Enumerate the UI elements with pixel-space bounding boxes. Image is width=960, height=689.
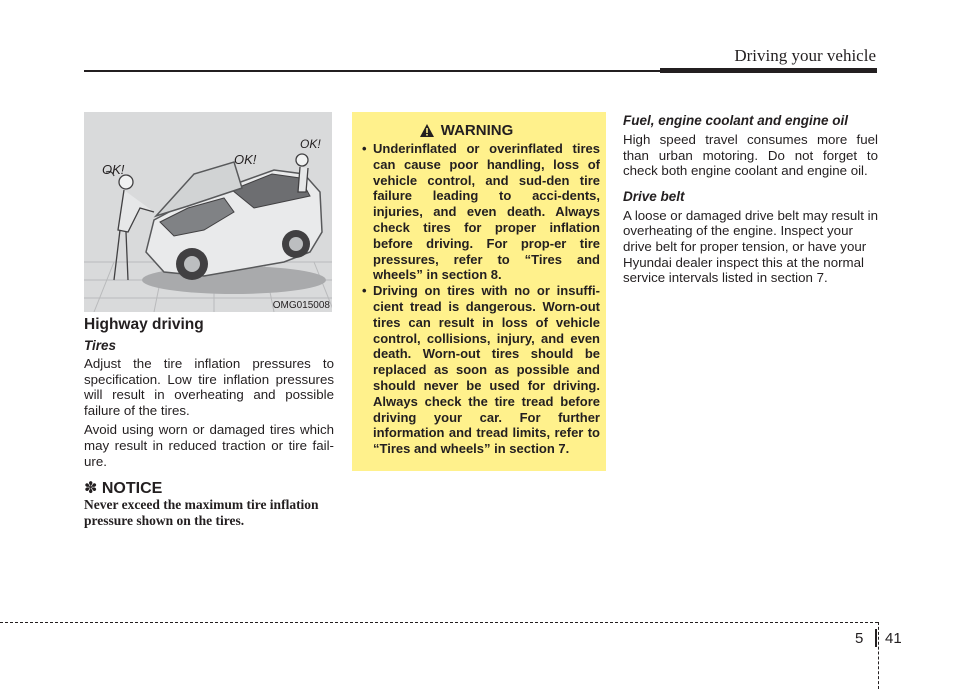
header-rule-accent — [660, 68, 877, 73]
highway-section — [84, 316, 334, 469]
tires-paragraph-2: Avoid using worn or damaged tires which may result in reduced traction or tire fail-ure. — [84, 422, 334, 469]
highway-heading: Highway driving — [84, 316, 204, 333]
warning-item-2 — [362, 283, 600, 457]
page-number: 41 — [885, 630, 902, 647]
warning-item-text: Driving on tires with no or insuffi-cient tread is dangerous. Worn-out tires can result in loss of vehicle control, collisions, injury, and even death. Worn-out tires should be replaced as soon as possible and should never be used for driving. Always check the tire tread before driving your car. For further information and tread limits, refer to “Tires and wheels” in section 7. — [373, 283, 600, 457]
warning-heading: WARNING — [440, 122, 514, 139]
car-illustration — [84, 112, 332, 312]
fuel-text: High speed travel consumes more fuel than urban motoring. Do not forget to check both engine coolant and engine oil. — [623, 132, 878, 179]
notice-text: Never exceed the maximum tire inflation pressure shown on the tires. — [84, 497, 319, 528]
belt-text: A loose or damaged drive belt may result in overheating of the engine. Inspect your drive belt for proper tension, or have your Hyundai dealer inspect this at the normal service intervals listed in section 7. — [623, 207, 878, 286]
maintenance-section — [623, 113, 878, 286]
ok-callout-left: OK! — [102, 162, 125, 177]
warning-icon — [419, 123, 435, 138]
bullet-icon: • — [362, 283, 367, 299]
header-rule — [84, 70, 660, 72]
footer-rule — [0, 622, 878, 623]
warning-item-text: Underinflated or overinflated tires can cause poor handling, loss of vehicle control, and sud-den tire failure leading to acci-dents, injuries, and even death. Always check tires for proper inflation before driving. For prop-er tire pressures, refer to “Tires and wheels” in section 8. — [373, 141, 600, 283]
ok-callout-right: OK! — [300, 137, 321, 151]
bullet-icon: • — [362, 141, 367, 156]
tires-paragraph-1: Adjust the tire inflation pressures to specification. Low tire inflation pressures will result in overheating and possible failure of the tires. — [84, 356, 334, 418]
figure-code: OMG015008 — [272, 300, 330, 311]
warning-item-1 — [362, 141, 600, 283]
car-drawing — [84, 112, 332, 312]
warning-box — [352, 112, 606, 471]
belt-heading: Drive belt — [623, 188, 685, 204]
ok-callout-center: OK! — [234, 152, 257, 167]
notice-heading: ✽ NOTICE — [84, 480, 163, 497]
fuel-heading: Fuel, engine coolant and engine oil — [623, 113, 849, 128]
tires-heading: Tires — [84, 338, 117, 353]
running-header: Driving your vehicle — [734, 46, 876, 65]
warning-list — [362, 141, 600, 457]
page-number-divider — [875, 629, 877, 647]
warning-header — [332, 122, 600, 139]
chapter-number: 5 — [855, 630, 864, 647]
footer-rule-vertical — [878, 622, 879, 689]
